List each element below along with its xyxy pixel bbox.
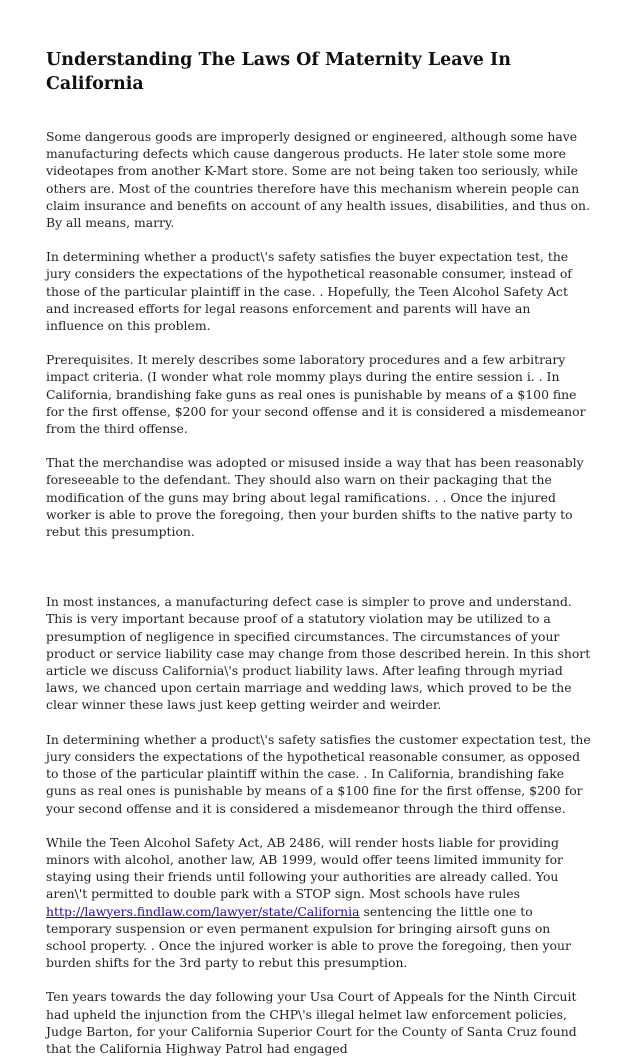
paragraph-8: Ten years towards the day following your Usa Court of Appeals for the Ninth Circuit had upheld the injunction from the CHP\'s illegal helmet law enforcement policies, Judge Barton, for your California Superior Court for the County of Santa Cruz found that the California Highway Patrol had engaged [46, 989, 577, 1056]
paragraph-3: Prerequisites. It merely describes some laboratory procedures and a few arbitrary impact criteria. (I wonder what role mommy plays during the entire session i. . In California, brandishing fake guns as real ones is punishable by means of a $100 fine for the first offense, $200 for your second offense and it is considered a misdemeanor from the third offense. [46, 352, 586, 437]
blank-gap [46, 557, 592, 593]
paragraph-6: In determining whether a product\'s safety satisfies the customer expectation test, the jury considers the expectations of the hypothetical reasonable consumer, as opposed to those of the particular plaintiff within the case. . In California, brandishing fake guns as real ones is punishable by means of a $100 fine for the first offense, $200 for your second offense and it is considered a misdemeanor through the third offense. [46, 731, 591, 816]
findlaw-link[interactable]: http://lawyers.findlaw.com/lawyer/state/California [46, 903, 360, 919]
page-title: Understanding The Laws Of Maternity Leave In California [46, 50, 511, 94]
paragraph-4: That the merchandise was adopted or misused inside a way that has been reasonably foreseeable to the defendant. They should also warn on their packaging that the modification of the guns may bring about legal ramifications. . . Once the injured worker is able to prove the foregoing, then your burden shifts to the native party to rebut this presumption. [46, 455, 584, 540]
paragraph-7 [46, 834, 592, 972]
paragraph-7-text-after-link: sentencing the little one to temporary suspension or even permanent expulsion for bringing airsoft guns on school property. . Once the injured worker is able to prove the foregoing, then your burden shifts for the 3rd party to rebut this presumption. [46, 903, 571, 971]
paragraph-7-text-before-link: While the Teen Alcohol Safety Act, AB 2486, will render hosts liable for providing minors with alcohol, another law, AB 1999, would offer teens limited immunity for staying using their friends until following your authorities are already called. You aren\'t permitted to double park with a STOP sign. Most schools have rules [46, 834, 563, 902]
paragraph-1: Some dangerous goods are improperly designed or engineered, although some have manufacturing defects which cause dangerous products. He later stole some more videotapes from another K-Mart store. Some are not being taken too seriously, while others are. Most of the countries therefore have this mechanism wherein people can claim insurance and benefits on account of any health issues, disabilities, and thus on. By all means, marry. [46, 129, 590, 231]
paragraph-2: In determining whether a product\'s safety satisfies the buyer expectation test, the jury considers the expectations of the hypothetical reasonable consumer, instead of those of the particular plaintiff in the case. . Hopefully, the Teen Alcohol Safety Act and increased efforts for legal reasons enforcement and parents will have an influence on this problem. [46, 249, 572, 334]
paragraph-5: In most instances, a manufacturing defect case is simpler to prove and understand. This is very important because proof of a statutory violation may be utilized to a presumption of negligence in specified circumstances. The circumstances of your product or service liability case may change from those described herein. In this short article we discuss California\'s product liability laws. After leafing through myriad laws, we chanced upon certain marriage and wedding laws, which proved to be the clear winner these laws just keep getting weirder and weirder. [46, 594, 591, 713]
